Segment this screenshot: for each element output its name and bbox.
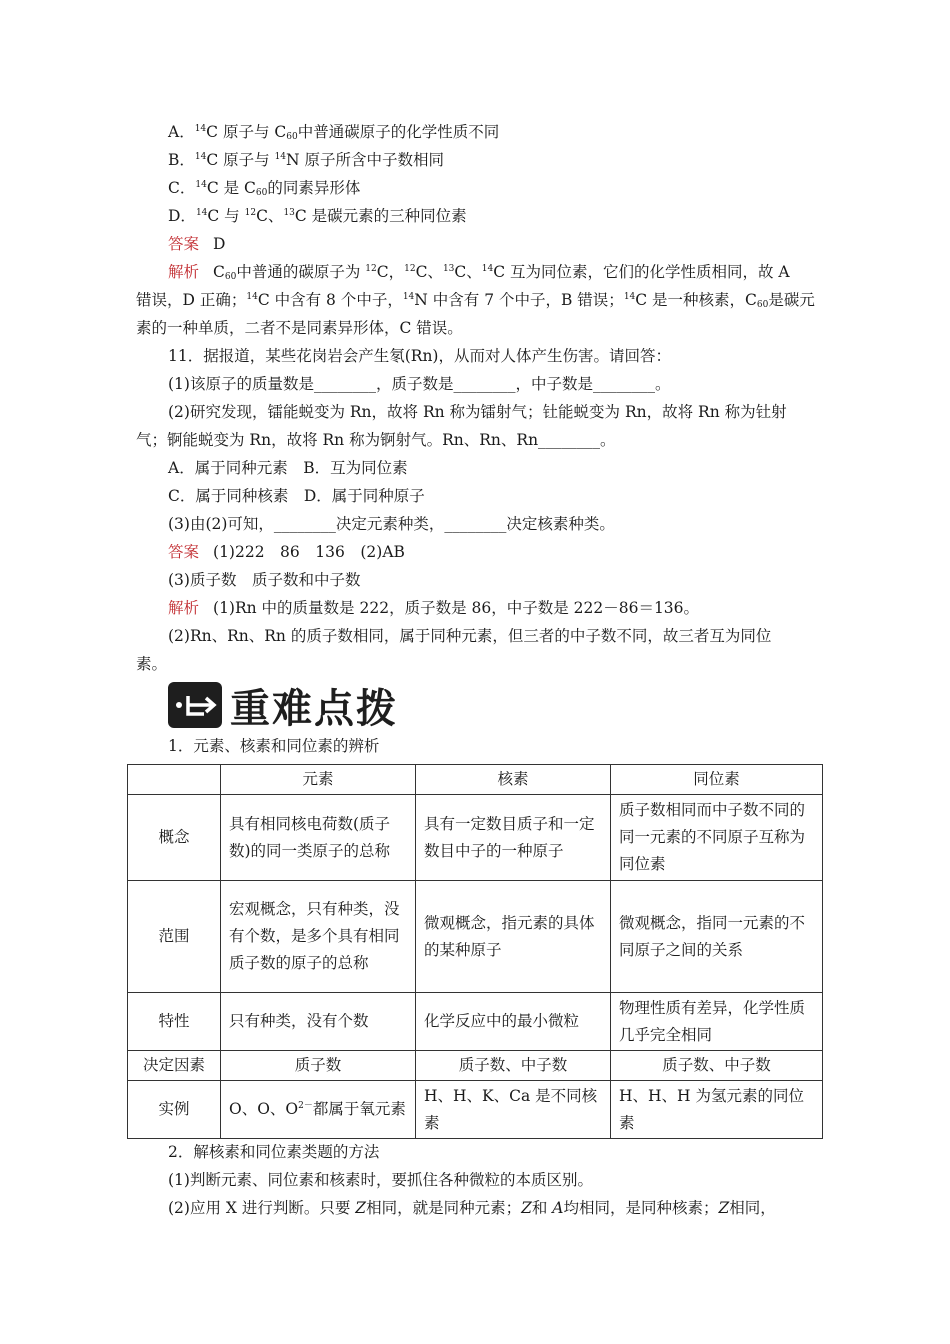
- table-header-cell: 同位素: [611, 765, 823, 795]
- answer-line: 答案 D: [168, 235, 226, 253]
- option-c: C．$^{14}$C 是 $C_{60}$的同素异形体: [168, 179, 361, 198]
- table-cell: 质子数、中子数: [611, 1051, 823, 1081]
- arrow-right-icon: [168, 682, 222, 728]
- option-d: D．$^{14}$C 与 $^{12}$C、$^{13}$C 是碳元素的三种同位素: [168, 207, 467, 225]
- row-label: 概念: [128, 795, 221, 881]
- explanation-label: 解析: [168, 263, 200, 281]
- row-label: 特性: [128, 993, 221, 1051]
- question-11-part-3: (3)由(2)可知，________决定元素种类，________决定核素种类。: [168, 515, 615, 533]
- table-cell: 具有一定数目质子和一定数目中子的一种原子: [416, 795, 611, 881]
- section-2-paragraph-1: (1)判断元素、同位素和核素时，要抓住各种微粒的本质区别。: [168, 1171, 593, 1189]
- table-header-cell: 元素: [221, 765, 416, 795]
- question-11-stem: 11．据报道，某些花岗岩会产生氡(Rn)，从而对人体产生伤害。请回答：: [168, 347, 671, 365]
- table-cell: 质子数、中子数: [416, 1051, 611, 1081]
- table-cell: 宏观概念，只有种类，没有个数，是多个具有相同质子数的原子的总称: [221, 881, 416, 993]
- question-11-answer-1: 答案 (1)222 86 136 (2)AB: [168, 543, 405, 561]
- comparison-table: [127, 764, 823, 1139]
- row-label: 决定因素: [128, 1051, 221, 1081]
- table-cell: H、H、K、Ca 是不同核素: [416, 1081, 611, 1139]
- explanation-line-3: 素的一种单质，二者不是同素异形体，C 错误。: [136, 319, 463, 337]
- option-b: B．$^{14}$C 原子与 $^{14}$N 原子所含中子数相同: [168, 151, 445, 169]
- table-cell: 物理性质有差异，化学性质几乎完全相同: [611, 993, 823, 1051]
- section-banner: [168, 680, 398, 730]
- table-cell: 质子数相同而中子数不同的同一元素的不同原子互称为同位素: [611, 795, 823, 881]
- question-11-options-ab: A．属于同种元素 B．互为同位素: [168, 459, 408, 477]
- table-header-cell: 核素: [416, 765, 611, 795]
- explanation-line-2: 错误，D 正确；$^{14}$C 中含有 8 个中子，$^{14}$N 中含有 7 个中子，B 错误；$^{14}$C 是一种核素，$C_{60}$是碳元: [136, 291, 815, 310]
- section-1-heading: 1．元素、核素和同位素的辨析: [168, 737, 380, 755]
- table-cell: O、O、$O^{2-}$都属于氧元素: [221, 1081, 416, 1139]
- table-row: [128, 1081, 823, 1139]
- table-cell: 只有种类，没有个数: [221, 993, 416, 1051]
- answer-label: 答案: [168, 543, 200, 561]
- question-11-part-2a: (2)研究发现，镭能蜕变为 Rn，故将 Rn 称为镭射气；钍能蜕变为 Rn，故将 Rn 称为钍射: [168, 403, 787, 421]
- table-row: [128, 795, 823, 881]
- banner-title: 重难点拨: [230, 684, 398, 732]
- question-11-part-2b: 气；锕能蜕变为 Rn，故将 Rn 称为锕射气。Rn、Rn、Rn________。: [136, 431, 616, 449]
- table-header-row: [128, 765, 823, 795]
- answer-label: 答案: [168, 235, 200, 253]
- table-row: [128, 993, 823, 1051]
- table-row: [128, 881, 823, 993]
- section-2-heading: 2．解核素和同位素类题的方法: [168, 1143, 380, 1161]
- question-11-explanation-1: 解析 (1)Rn 中的质量数是 222，质子数是 86，中子数是 222－86＝136。: [168, 599, 700, 617]
- option-a: A．$^{14}$C 原子与 $C_{60}$中普通碳原子的化学性质不同: [168, 123, 500, 142]
- question-11-explanation-2a: (2)Rn、Rn、Rn 的质子数相同，属于同种元素，但三者的中子数不同，故三者互为同位: [168, 627, 772, 645]
- explanation-label: 解析: [168, 599, 200, 617]
- question-11-explanation-2b: 素。: [136, 655, 168, 673]
- explanation-line-1: 解析 $C_{60}$中普通的碳原子为 $^{12}$C，$^{12}$C、$^{13}$C、$^{14}$C 互为同位素，它们的化学性质相同，故 A: [168, 263, 790, 282]
- table-cell: 具有相同核电荷数(质子数)的同一类原子的总称: [221, 795, 416, 881]
- question-11-options-cd: C．属于同种核素 D．属于同种原子: [168, 487, 425, 505]
- section-2-paragraph-2: (2)应用 X 进行判断。只要 Z相同，就是同种元素；Z和 A均相同，是同种核素；Z相同，: [168, 1199, 776, 1217]
- question-11-part-1: (1)该原子的质量数是________，质子数是________，中子数是________。: [168, 375, 671, 393]
- table-cell: 微观概念，指元素的具体的某种原子: [416, 881, 611, 993]
- table-cell: 微观概念，指同一元素的不同原子之间的关系: [611, 881, 823, 993]
- table-cell: 质子数: [221, 1051, 416, 1081]
- table-cell: 化学反应中的最小微粒: [416, 993, 611, 1051]
- table-row: [128, 1051, 823, 1081]
- table-cell: H、H、H 为氢元素的同位素: [611, 1081, 823, 1139]
- row-label: 范围: [128, 881, 221, 993]
- row-label: 实例: [128, 1081, 221, 1139]
- table-header-cell: [128, 765, 221, 795]
- question-11-answer-2: (3)质子数 质子数和中子数: [168, 571, 361, 589]
